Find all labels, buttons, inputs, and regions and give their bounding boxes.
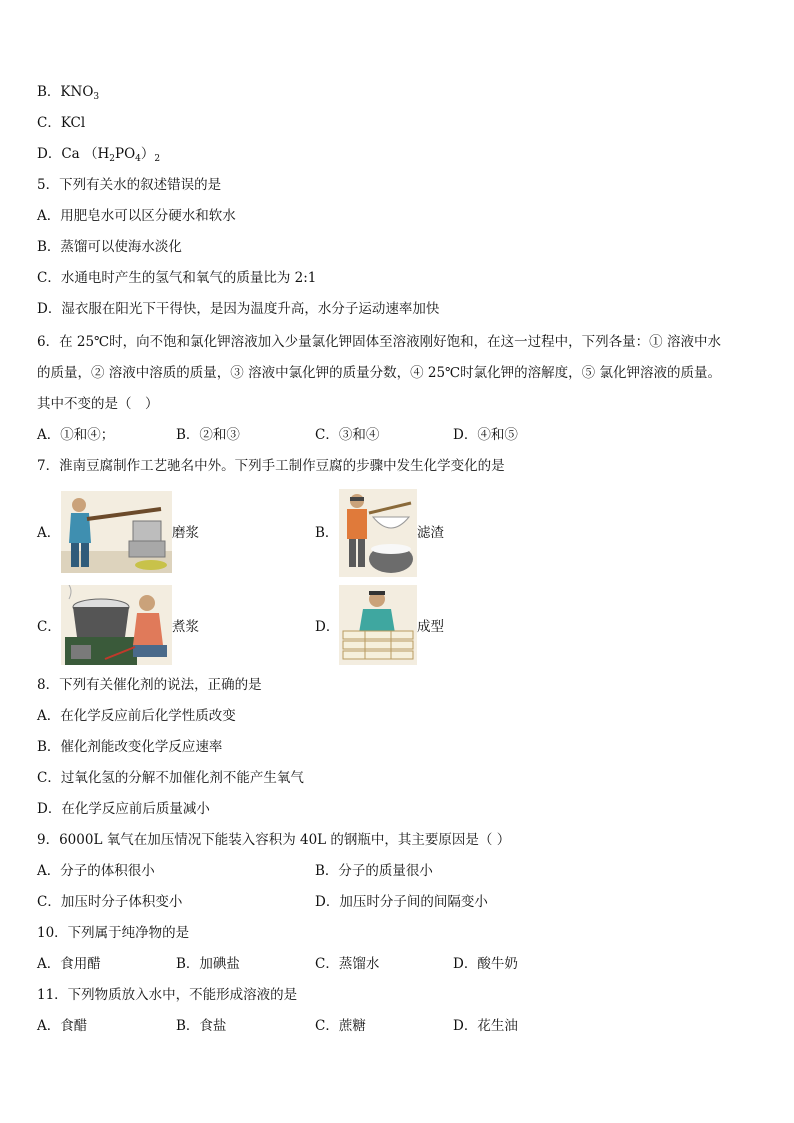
q4-option-d: D．Ca $(H_2PO_4)_2$ [37,146,161,164]
q9-option-d: D．加压时分子间的间隔变小 [315,894,488,910]
q6-option-b: B．②和③ [176,427,240,443]
q11-option-b: B．食盐 [176,1018,227,1034]
q8-stem: 8．下列有关催化剂的说法，正确的是 [37,677,262,693]
shaping-illustration [339,585,417,665]
q5-option-a: A．用肥皂水可以区分硬水和软水 [37,208,236,224]
q4-option-c: C．KCl [37,115,86,131]
q7-option-b-caption: 滤渣 [417,525,444,541]
q9-option-c: C．加压时分子体积变小 [37,894,183,910]
q10-stem: 10．下列属于纯净物的是 [37,925,190,941]
q5-option-b: B．蒸馏可以使海水淡化 [37,239,182,255]
filtering-illustration [339,489,417,577]
q6-option-d: D．④和⑤ [453,427,518,443]
q8-option-c: C．过氧化氢的分解不加催化剂不能产生氧气 [37,770,304,786]
q11-option-a: A．食醋 [37,1018,88,1034]
q6-stem-line2: 的质量，② 溶液中溶质的质量，③ 溶液中氯化钾的质量分数，④ 25℃时氯化钾的溶解度，⑤ 氯化钾溶液的质量。 [37,365,721,381]
q9-option-a: A．分子的体积很小 [37,863,155,879]
q7-option-d-caption: 成型 [417,619,444,635]
q7-option-a-label: A． [37,525,61,541]
q11-option-d: D．花生油 [453,1018,518,1034]
q5-option-c: C．水通电时产生的氢气和氧气的质量比为 2:1 [37,270,317,286]
q7-option-c-label: C． [37,619,61,635]
q4-option-b: B．$KNO_3$ [37,84,100,102]
q10-option-c: C．蒸馏水 [315,956,380,972]
q7-option-c-caption: 煮浆 [172,619,199,635]
q6-stem-line1: 6．在 25℃时，向不饱和氯化钾溶液加入少量氯化钾固体至溶液刚好饱和，在这一过程中，下列各量：① 溶液中水 [37,334,721,350]
q11-option-c: C．蔗糖 [315,1018,366,1034]
q7-stem: 7．淮南豆腐制作工艺驰名中外。下列手工制作豆腐的步骤中发生化学变化的是 [37,458,505,474]
q8-option-b: B．催化剂能改变化学反应速率 [37,739,223,755]
q7-option-b-label: B． [315,525,339,541]
boiling-illustration [61,585,172,665]
q9-stem: 9．6000L 氧气在加压情况下能装入容积为 40L 的钢瓶中，其主要原因是（ ） [37,832,511,848]
q7-option-d-label: D． [315,619,340,635]
q7-option-a-caption: 磨浆 [172,525,199,541]
grinding-illustration [61,491,172,573]
q10-option-b: B．加碘盐 [176,956,240,972]
q8-option-d: D．在化学反应前后质量减小 [37,801,210,817]
q11-stem: 11．下列物质放入水中，不能形成溶液的是 [37,987,298,1003]
q5-option-d: D．湿衣服在阳光下干得快，是因为温度升高，水分子运动速率加快 [37,301,440,317]
q8-option-a: A．在化学反应前后化学性质改变 [37,708,236,724]
q10-option-a: A．食用醋 [37,956,101,972]
q9-option-b: B．分子的质量很小 [315,863,433,879]
q5-stem: 5．下列有关水的叙述错误的是 [37,177,222,193]
q6-option-c: C．③和④ [315,427,380,443]
q6-option-a: A．①和④； [37,427,115,443]
q6-stem-line3: 其中不变的是（ ） [37,396,159,412]
q10-option-d: D．酸牛奶 [453,956,518,972]
